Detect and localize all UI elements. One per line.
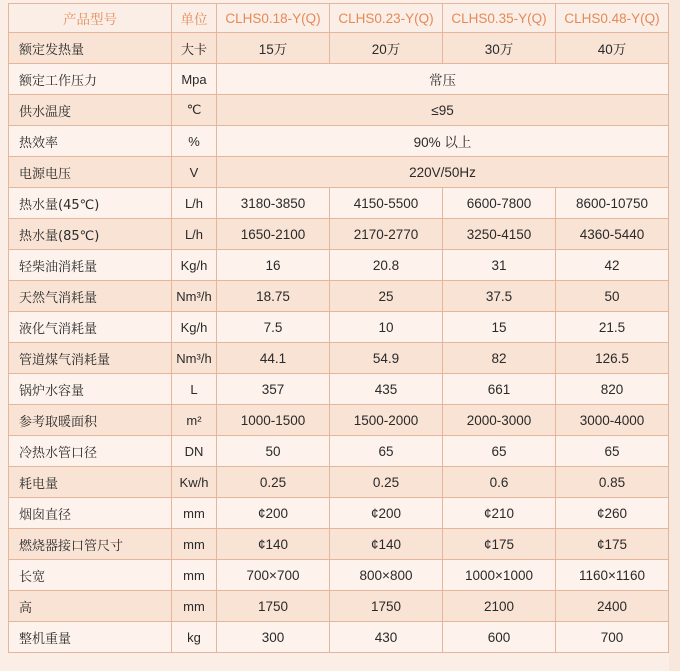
cell-value: 1000-1500 xyxy=(217,405,330,436)
cell-value: 0.25 xyxy=(330,467,443,498)
row-label: 天然气消耗量 xyxy=(9,281,172,312)
cell-value: ¢200 xyxy=(217,498,330,529)
cell-value: 4150-5500 xyxy=(330,188,443,219)
cell-value: 1160×1160 xyxy=(556,560,669,591)
cell-value: 20.8 xyxy=(330,250,443,281)
row-unit: Kw/h xyxy=(172,467,217,498)
cell-value: 8600-10750 xyxy=(556,188,669,219)
cell-value: 40万 xyxy=(556,33,669,64)
cell-value: 65 xyxy=(556,436,669,467)
cell-value: 15万 xyxy=(217,33,330,64)
cell-value: 44.1 xyxy=(217,343,330,374)
cell-value: 25 xyxy=(330,281,443,312)
cell-value: 54.9 xyxy=(330,343,443,374)
table-row xyxy=(9,374,669,405)
cell-value: 1650-2100 xyxy=(217,219,330,250)
row-label: 高 xyxy=(9,591,172,622)
cell-value: 300 xyxy=(217,622,330,653)
cell-value: ¢200 xyxy=(330,498,443,529)
row-label: 额定工作压力 xyxy=(9,64,172,95)
table-row xyxy=(9,498,669,529)
table-row xyxy=(9,312,669,343)
cell-value: 30万 xyxy=(443,33,556,64)
row-label: 管道煤气消耗量 xyxy=(9,343,172,374)
row-unit: L xyxy=(172,374,217,405)
cell-value: ¢140 xyxy=(330,529,443,560)
cell-value: 3250-4150 xyxy=(443,219,556,250)
cell-value: 2000-3000 xyxy=(443,405,556,436)
cell-value: 31 xyxy=(443,250,556,281)
row-unit: mm xyxy=(172,591,217,622)
cell-value: 700×700 xyxy=(217,560,330,591)
cell-value: ¢210 xyxy=(443,498,556,529)
cell-value: 6600-7800 xyxy=(443,188,556,219)
cell-value: 37.5 xyxy=(443,281,556,312)
cell-value: 220V/50Hz xyxy=(217,157,669,188)
row-unit: V xyxy=(172,157,217,188)
header-row xyxy=(9,4,669,33)
table-row xyxy=(9,64,669,95)
cell-value: ¢140 xyxy=(217,529,330,560)
cell-value: 0.6 xyxy=(443,467,556,498)
cell-value: 65 xyxy=(330,436,443,467)
table-row xyxy=(9,591,669,622)
row-unit: mm xyxy=(172,498,217,529)
header-model: CLHS0.35-Y(Q) xyxy=(443,4,556,33)
row-label: 冷热水管口径 xyxy=(9,436,172,467)
header-unit-label: 单位 xyxy=(172,4,217,33)
cell-value: 常压 xyxy=(217,64,669,95)
cell-value: 600 xyxy=(443,622,556,653)
cell-value: 20万 xyxy=(330,33,443,64)
cell-value: 2400 xyxy=(556,591,669,622)
cell-value: 126.5 xyxy=(556,343,669,374)
row-unit: mm xyxy=(172,529,217,560)
cell-value: ¢175 xyxy=(556,529,669,560)
cell-value: ¢175 xyxy=(443,529,556,560)
row-label: 额定发热量 xyxy=(9,33,172,64)
cell-value: 10 xyxy=(330,312,443,343)
row-unit: mm xyxy=(172,560,217,591)
cell-value: 90% 以上 xyxy=(217,126,669,157)
row-label: 供水温度 xyxy=(9,95,172,126)
cell-value: ¢260 xyxy=(556,498,669,529)
cell-value: 0.85 xyxy=(556,467,669,498)
row-unit: 大卡 xyxy=(172,33,217,64)
row-unit: L/h xyxy=(172,219,217,250)
cell-value: 3180-3850 xyxy=(217,188,330,219)
cell-value: ≤95 xyxy=(217,95,669,126)
cell-value: 42 xyxy=(556,250,669,281)
cell-value: 21.5 xyxy=(556,312,669,343)
spec-table-container xyxy=(8,3,668,666)
row-unit: Kg/h xyxy=(172,250,217,281)
row-label: 烟囱直径 xyxy=(9,498,172,529)
table-row xyxy=(9,95,669,126)
table-row xyxy=(9,157,669,188)
row-unit: Nm³/h xyxy=(172,343,217,374)
row-unit: DN xyxy=(172,436,217,467)
cell-value: 65 xyxy=(443,436,556,467)
table-row xyxy=(9,219,669,250)
header-model: CLHS0.48-Y(Q) xyxy=(556,4,669,33)
row-label: 轻柴油消耗量 xyxy=(9,250,172,281)
table-row xyxy=(9,405,669,436)
table-row xyxy=(9,560,669,591)
table-row xyxy=(9,281,669,312)
row-label: 热效率 xyxy=(9,126,172,157)
cell-value: 82 xyxy=(443,343,556,374)
cell-value: 0.25 xyxy=(217,467,330,498)
table-row xyxy=(9,250,669,281)
header-model: CLHS0.18-Y(Q) xyxy=(217,4,330,33)
row-label: 电源电压 xyxy=(9,157,172,188)
cell-value: 15 xyxy=(443,312,556,343)
row-unit: Mpa xyxy=(172,64,217,95)
table-row xyxy=(9,467,669,498)
row-label: 燃烧器接口管尺寸 xyxy=(9,529,172,560)
cell-value: 700 xyxy=(556,622,669,653)
cell-value: 1750 xyxy=(330,591,443,622)
cell-value: 18.75 xyxy=(217,281,330,312)
cell-value: 820 xyxy=(556,374,669,405)
row-label: 液化气消耗量 xyxy=(9,312,172,343)
table-row xyxy=(9,33,669,64)
row-unit: Kg/h xyxy=(172,312,217,343)
right-edge xyxy=(669,0,680,671)
cell-value: 1000×1000 xyxy=(443,560,556,591)
table-row xyxy=(9,529,669,560)
row-label: 整机重量 xyxy=(9,622,172,653)
row-label: 热水量(45℃) xyxy=(9,188,172,219)
table-row xyxy=(9,436,669,467)
cell-value: 2100 xyxy=(443,591,556,622)
cell-value: 50 xyxy=(217,436,330,467)
cell-value: 435 xyxy=(330,374,443,405)
cell-value: 16 xyxy=(217,250,330,281)
cell-value: 1750 xyxy=(217,591,330,622)
cell-value: 800×800 xyxy=(330,560,443,591)
row-label: 锅炉水容量 xyxy=(9,374,172,405)
header-model-label: 产品型号 xyxy=(9,4,172,33)
table-row xyxy=(9,343,669,374)
row-unit: Nm³/h xyxy=(172,281,217,312)
cell-value: 1500-2000 xyxy=(330,405,443,436)
row-unit: % xyxy=(172,126,217,157)
cell-value: 2170-2770 xyxy=(330,219,443,250)
cell-value: 3000-4000 xyxy=(556,405,669,436)
cell-value: 4360-5440 xyxy=(556,219,669,250)
table-row xyxy=(9,126,669,157)
row-unit: ℃ xyxy=(172,95,217,126)
cell-value: 50 xyxy=(556,281,669,312)
row-unit: kg xyxy=(172,622,217,653)
row-label: 参考取暖面积 xyxy=(9,405,172,436)
spec-table xyxy=(8,3,669,653)
cell-value: 357 xyxy=(217,374,330,405)
header-model: CLHS0.23-Y(Q) xyxy=(330,4,443,33)
table-row xyxy=(9,188,669,219)
cell-value: 430 xyxy=(330,622,443,653)
row-label: 耗电量 xyxy=(9,467,172,498)
row-label: 长宽 xyxy=(9,560,172,591)
cell-value: 7.5 xyxy=(217,312,330,343)
row-unit: m² xyxy=(172,405,217,436)
row-unit: L/h xyxy=(172,188,217,219)
table-row xyxy=(9,622,669,653)
cell-value: 661 xyxy=(443,374,556,405)
row-label: 热水量(85℃) xyxy=(9,219,172,250)
